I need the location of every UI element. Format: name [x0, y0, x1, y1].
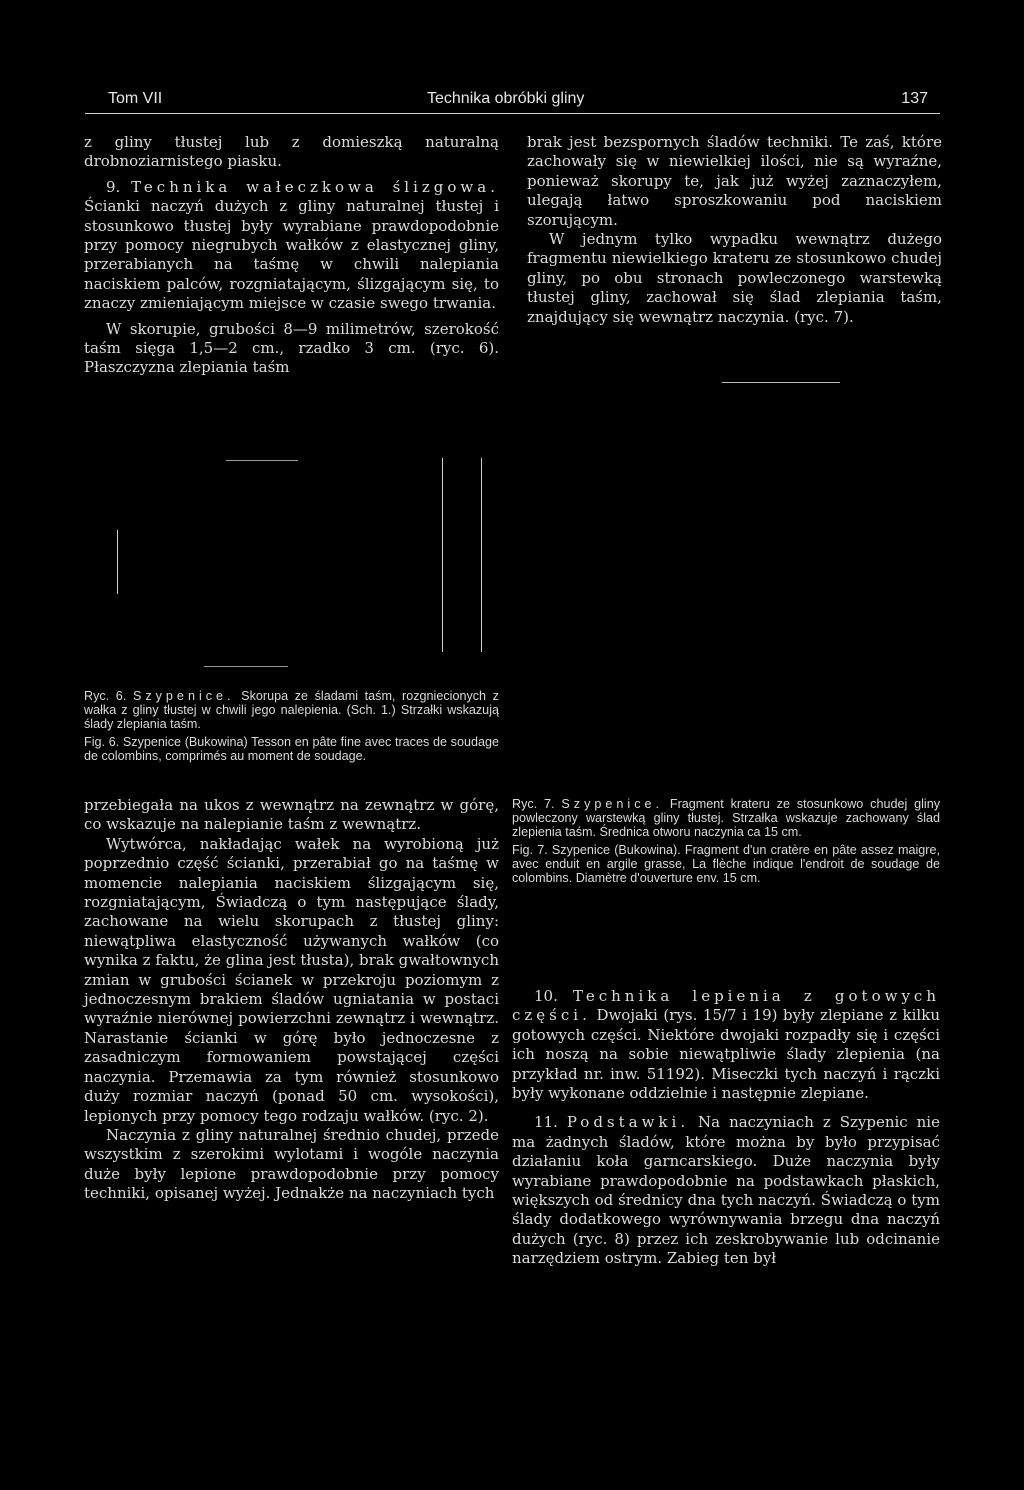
paragraph: z gliny tłustej lub z domieszką naturalną drobnoziarnistego piasku.	[84, 133, 499, 171]
running-header	[85, 88, 940, 114]
running-title: Technika obróbki gliny	[427, 90, 585, 107]
caption-french: Fig. 6. Szypenice (Bukowina) Tesson en pâte fine avec traces de soudage de colombins, comprimés au moment de soudage.	[84, 735, 499, 763]
figure-6-image	[84, 440, 499, 672]
caption-french: Fig. 7. Szypenice (Bukowina). Fragment d'un cratère en pâte assez maigre, avec enduit en argile grasse, La flèche indique l'endroit de soudage de colombins. Diamètre d'ouverture env. 15 cm.	[512, 843, 940, 885]
section-heading: Podstawki.	[566, 1113, 690, 1132]
right-column-bottom	[512, 987, 940, 1269]
section-10	[512, 987, 940, 1103]
section-9	[84, 178, 499, 314]
section-number: 11.	[534, 1113, 558, 1132]
section-number: 10.	[534, 987, 558, 1005]
paragraph: W skorupie, grubości 8—9 milimetrów, szerokość taśm sięga 1,5—2 cm., rzadko 3 cm. (ryc. 6). Płaszczyzna zlepiania taśm	[84, 319, 499, 377]
caption-fig-6	[84, 689, 499, 763]
caption-label: Ryc. 7.	[512, 797, 555, 811]
paragraph: brak jest bezspornych śladów techniki. Te zaś, które zachowały się w niewielkiej ilości, nie są wyraźne, ponieważ skorupy te, jak już wyżej zaznaczyłem, ulegają łatwo sproszkowaniu pod naciskiem szorującym.	[527, 133, 942, 229]
caption-fig-7	[512, 797, 940, 885]
section-text: Dwojaki (rys. 15/7 i 19) były zlepiane z kilku gotowych części. Niektóre dwojaki rozpadły się i części ich noszą na sobie niewątpliwie ślady zlepienia (na przykład nr. inw. 51192). Miseczki tych naczyń i rączki były wykonane oddzielnie i następnie zlepiane.	[512, 1006, 940, 1103]
section-number: 9.	[106, 177, 121, 196]
paragraph: W jednym tylko wypadku wewnątrz dużego fragmentu niewielkiego krateru ze stosunkowo chudej gliny, po obu stronach powleczonego warstewką tłustej gliny, zachował się ślad zlepiania taśm, znajdujący się wewnątrz naczynia. (ryc. 7).	[527, 230, 942, 326]
figure-line	[117, 530, 118, 594]
paragraph: Wytwórca, nakładając wałek na wyrobioną już poprzednio część ścianki, przerabiał go na taśmę w momencie nalepiania naciskiem ślizgającym się, rozgniatającym, Świadczą o tym następujące ślady, zachowane na wielu skorupach z tłustej gliny: niewątpliwa elastyczność używanych wałków (co wynika z faktu, że glina jest tłusta), brak gwałtownych zmian w grubości ścianek w przekroju poziomym z jednoczesnym brakiem śladów ugniatania w postaci wyraźnie nierównej powierzchni zewnątrz i wewnątrz. Narastanie ścianki w górę było jednoczesne z zasadniczym formowaniem powstającej części naczynia. Przemawia za tym również stosunkowo duży rozmiar naczyń (ponad 50 cm. wysokości), lepionych przy pomocy tego rodzaju wałków. (ryc. 2).	[84, 834, 499, 1125]
figure-line	[442, 458, 443, 652]
figure-line	[226, 460, 298, 461]
section-heading: Technika wałeczkowa ślizgowa.	[131, 177, 499, 196]
paragraph: przebiegała na ukos z wewnątrz na zewnątrz w górę, co wskazuje na nalepianie taśm z wewnątrz.	[84, 796, 499, 834]
figure-line	[204, 666, 288, 667]
right-column-top	[527, 133, 942, 327]
page-number: 137	[901, 90, 928, 107]
section-11	[512, 1113, 940, 1268]
left-column-top	[84, 133, 499, 378]
caption-text: Skorupa ze śladami taśm, rozgniecionych z wałka z gliny tłustej w chwili jego nalepienia. (Sch. 1.) Strzałki wskazują ślady zlepiania taśm.	[84, 689, 499, 731]
caption-label: Ryc. 6.	[84, 689, 127, 703]
section-divider	[722, 382, 840, 383]
caption-text: Fragment krateru ze stosunkowo chudej gliny powleczony warstewką gliny tłustej. Strzałka wskazuje zachowany ślad zlepienia taśm. Średnica otworu naczynia ca 15 cm.	[512, 797, 941, 839]
caption-polish	[512, 797, 940, 839]
caption-place: Szypenice.	[132, 689, 235, 703]
volume-label: Tom VII	[108, 90, 163, 107]
figure-line	[481, 458, 482, 652]
left-column-bottom	[84, 796, 499, 1204]
section-text: Ścianki naczyń dużych z gliny naturalnej tłustej i stosunkowo tłustej były wyrabiane prawdopodobnie przy pomocy niegrubych wałków z elastycznej gliny, przerabianych na taśmę w chwili nalepiania naciskiem palców, rozgniatającym, ślizgającym się, to znaczy zmieniającym miejsce w czasie swego trwania.	[84, 197, 499, 313]
paragraph: Naczynia z gliny naturalnej średnio chudej, przede wszystkim z szerokimi wylotami i wogóle naczynia duże były lepione prawdopodobnie przy pomocy techniki, opisanej wyżej. Jednakże na naczyniach tych	[84, 1125, 499, 1203]
caption-place: Szypenice.	[561, 797, 664, 811]
section-heading: Technika lepienia z gotowych części.	[512, 987, 940, 1025]
caption-polish	[84, 689, 499, 731]
section-text: Na naczyniach z Szypenic nie ma żadnych śladów, które można by było przypisać działaniu koła garncarskiego. Duże naczynia były wyrabiane prawdopodobnie na podstawkach płaskich, większych od średnicy dna tych naczyń. Świadczą o tym ślady dodatkowego wyrównywania brzegu dna naczyń dużych (ryc. 8) przez ich zeskrobywanie lub odcinanie narzędziem ostrym. Zabieg ten był	[512, 1113, 940, 1268]
